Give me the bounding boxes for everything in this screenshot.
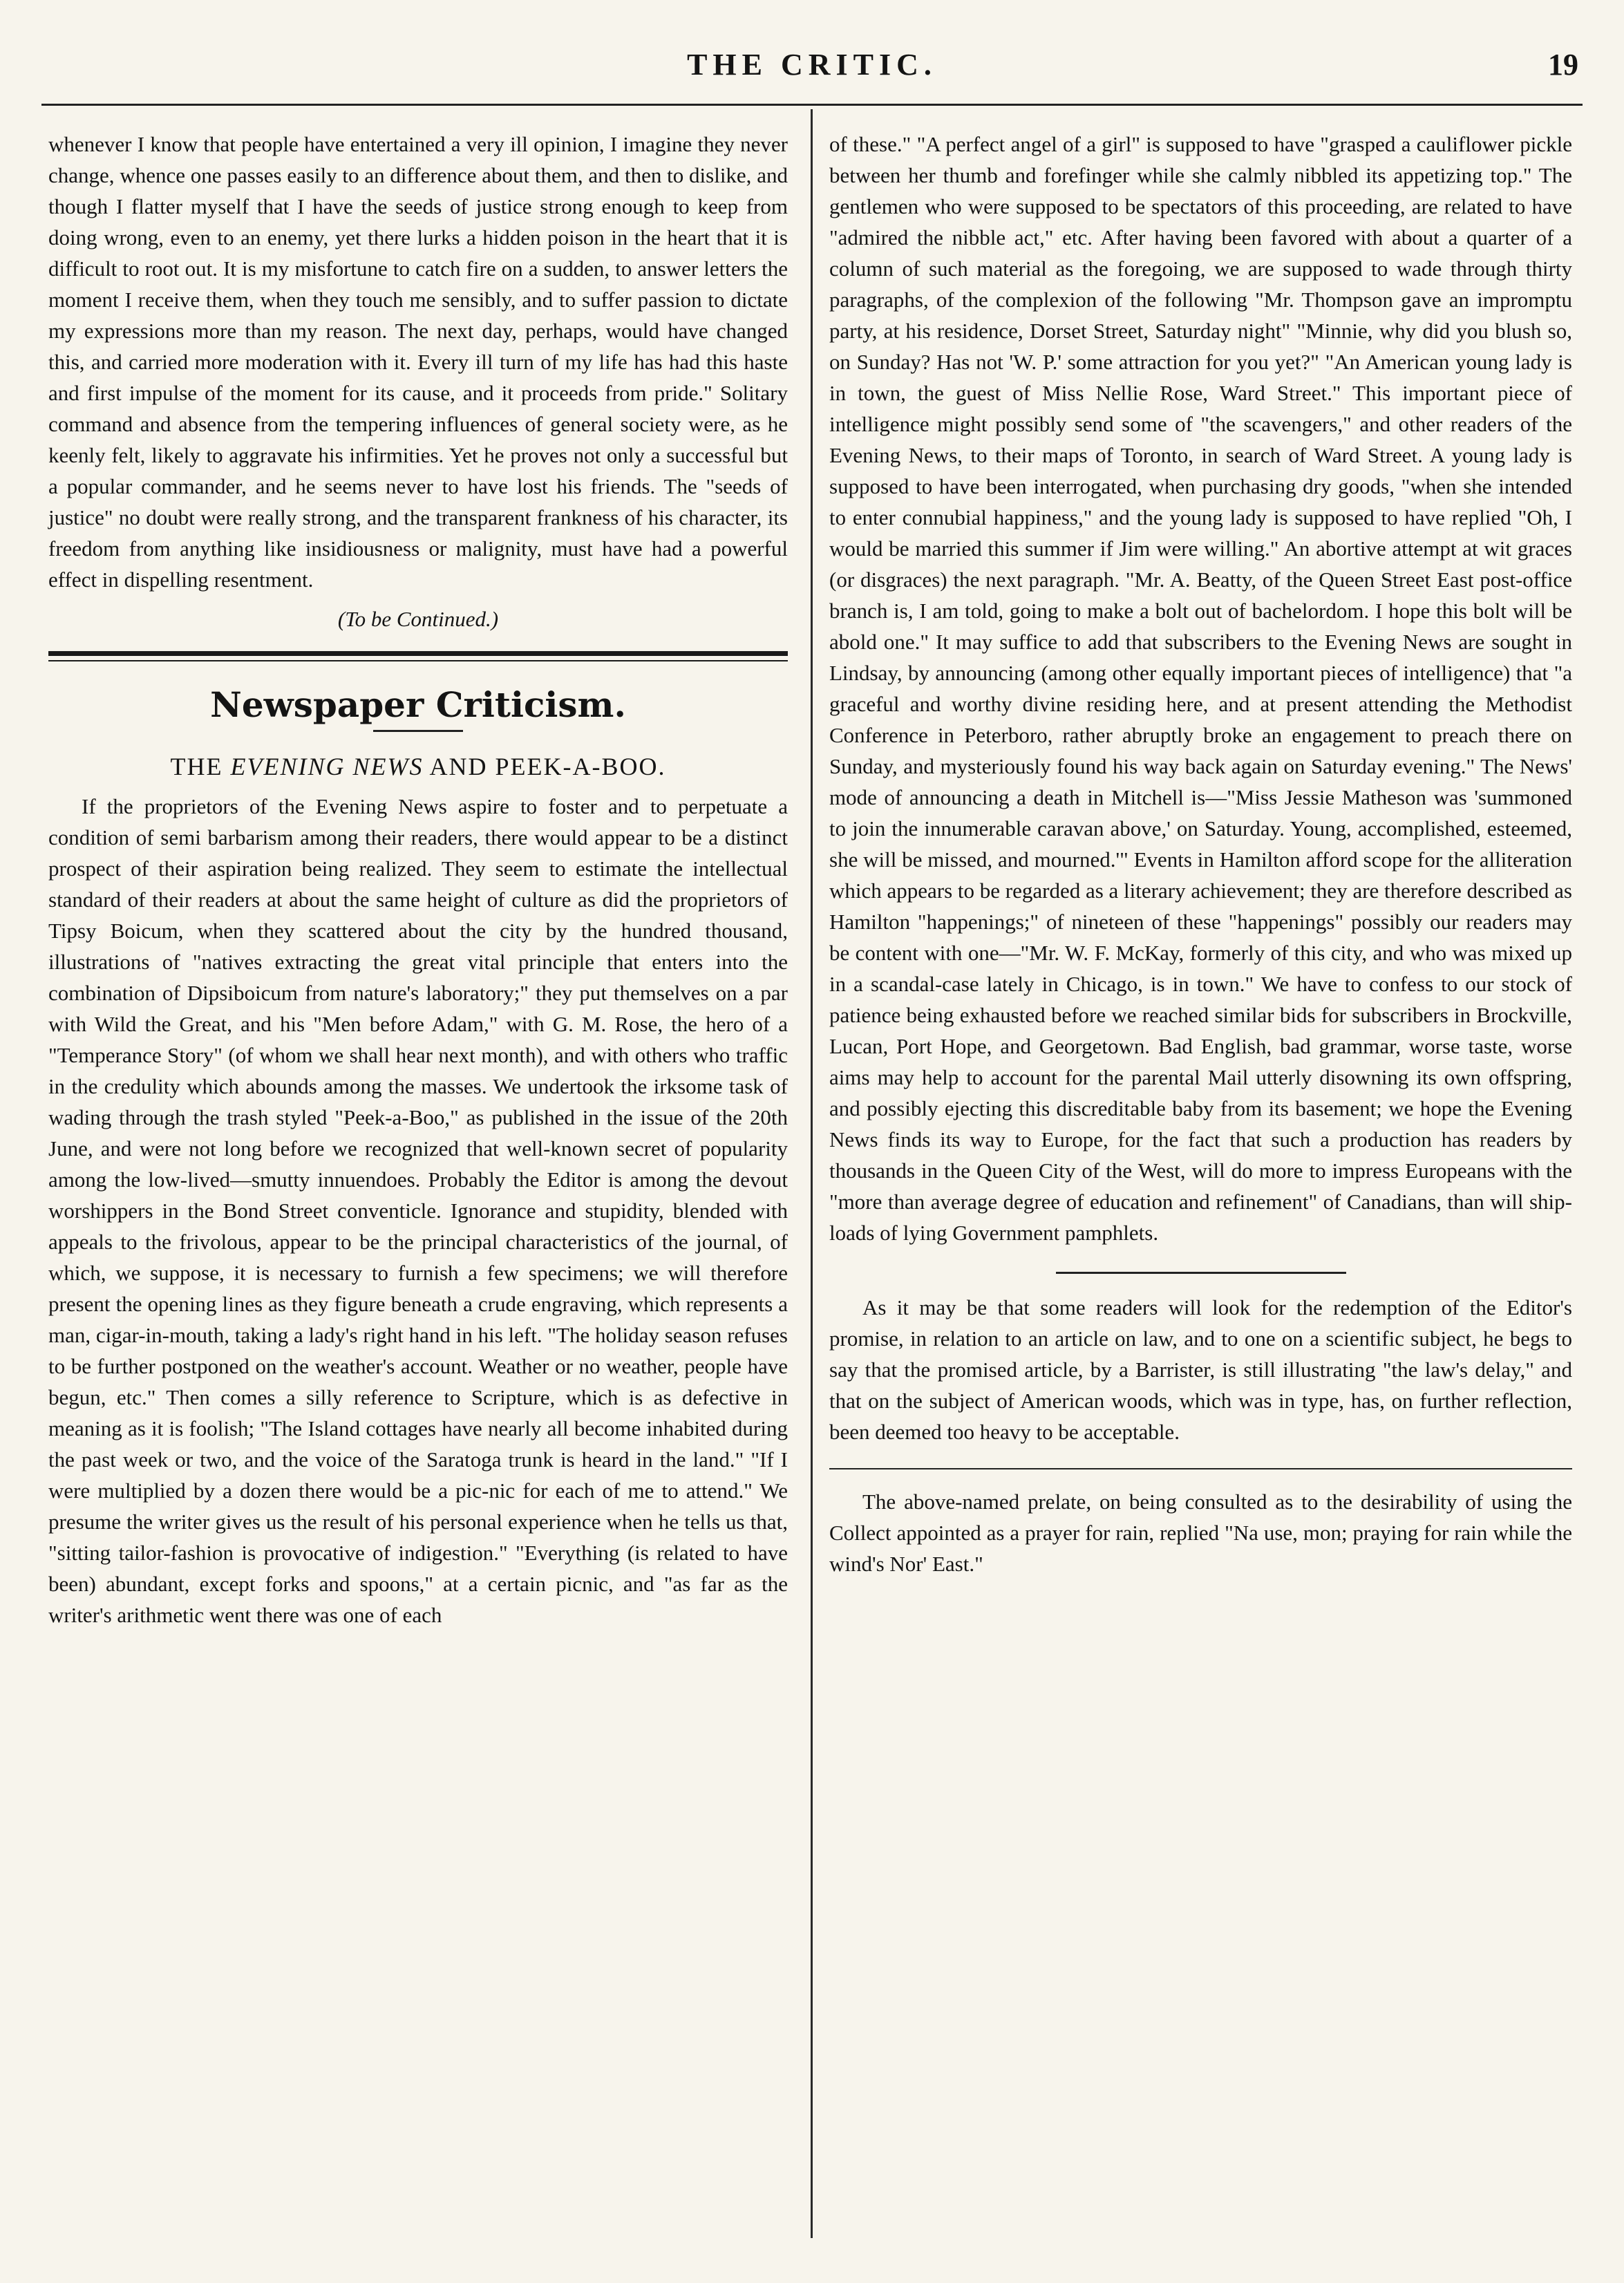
article-body: If the proprietors of the Evening News aspire to foster and to perpetuate a condition of semi barbarism among their readers, there would appear to be a distinct prospect of their aspiration being realized. They seem to estimate the intellectual standard of their readers at about the same height of culture as did the proprietors of Tipsy Boicum, when they scattered about the city by the hundred thousand, illustrations of "natives extracting the great vital principle that enters into the combination of Dipsiboicum from nature's laboratory;" they put themselves on a par with Wild the Great, and his "Men before Adam," with G. M. Rose, the hero of a "Temperance Story" (of whom we shall hear next month), and with others who traffic in the credulity which abounds among the masses. We undertook the irksome task of wading through the trash styled "Peek-a-Boo," as published in the issue of the 20th June, and were not long before we recognized that well-known secret of popularity among the low-lived—smutty innuendoes. Probably the Editor is among the devout worshippers in the Bond Street conventicle. Ignorance and stupidity, blended with appeals to the frivolous, appear to be the principal characteristics of the journal, of which, we suppose, it is necessary to furnish a few specimens; we will therefore present the opening lines as they figure beneath a crude engraving, which represents a man, cigar-in-mouth, taking a lady's right hand in his left. "The holiday season refuses to be further postponed on the weather's account. Weather or no weather, people have begun, etc." Then comes a silly reference to Scripture, which is as defective in meaning as it is foolish; "The Island cottages have nearly all become inhabited during the past week or two, and the voice of the Saratoga trunk is heard in the land." "If I were multiplied by a dozen there would be a pic-nic for each of me to attend." We presume the writer gives us the result of his personal experience when he tells us that, "sitting tailor-fashion is provocative of indigestion." "Everything (is related to have been) abundant, except forks and spoons," at a certain picnic, and "as far as the writer's arithmetic went there was one of each bbox=[48, 794, 788, 1627]
column-divider bbox=[811, 109, 813, 2238]
header-rule bbox=[41, 104, 1583, 106]
masthead-title: THE CRITIC. bbox=[687, 48, 937, 82]
separator-rule bbox=[1056, 1272, 1346, 1274]
article-title-prefix: THE bbox=[170, 753, 223, 780]
separator-rule-full bbox=[829, 1468, 1572, 1469]
continued-paragraph: whenever I know that people have entertained a very ill opinion, I imagine they never change, whence one passes easily to an difference about them, and then to dislike, and though I flatter myself that I have the seeds of justice strong enough to keep from doing wrong, even to an enemy, yet there lurks a hidden poison in the heart that it is difficult to root out. It is my misfortune to catch fire on a sudden, to answer letters the moment I receive them, when they touch me sensibly, and to suffer passion to dictate my expressions more than my reason. The next day, perhaps, would have changed this, and carried more moderation with it. Every ill turn of my life has had this haste and first impulse of the moment for its cause, and it proceeds from pride." Solitary command and absence from the tempering influences of general society were, as he keenly felt, likely to aggravate his infirmities. Yet he proves not only a successful but a popular commander, and he seems never to have lost his friends. The "seeds of justice" no doubt were really strong, and the transparent frankness of his character, its freedom from anything like insidiousness or malignity, must have had a powerful effect in dispelling resentment. bbox=[48, 132, 788, 592]
right-column bbox=[829, 129, 1572, 1579]
running-head bbox=[41, 41, 1583, 83]
article-title-italic: EVENING NEWS bbox=[230, 753, 424, 780]
left-column bbox=[48, 129, 788, 1631]
editor-note: As it may be that some readers will look for the redemption of the Editor's promise, in relation to an article on law, and to one on a scientific subject, he begs to say that the promised article, by a Barrister, is still illustrating "the law's delay," and that on the subject of American woods, which was in type, has, on further reflection, been deemed too heavy to be acceptable. bbox=[829, 1295, 1572, 1444]
article-continuation: of these." "A perfect angel of a girl" is supposed to have "grasped a cauliflower pickle between her thumb and forefinger while she calmly nibbled its appetizing top." The gentlemen who were supposed to be spectators of this proceeding, are related to have "admired the nibble act," etc. After having been favored with about a quarter of a column of such material as the foregoing, we are supposed to wade through thirty paragraphs, of the complexion of the following "Mr. Thompson gave an impromptu party, at his residence, Dorset Street, Saturday night" "Minnie, why did you blush so, on Sunday? Has not 'W. P.' some attraction for you yet?" "An American young lady is in town, the guest of Miss Nellie Rose, Ward Street." This important piece of intelligence might possibly send some of "the scavengers," and other readers of the Evening News, to their maps of Toronto, in search of Ward Street. A young lady is supposed to have been interrogated, when purchasing dry goods, "when she intended to enter connubial happiness," and the young lady is supposed to have replied "Oh, I would be married this summer if Jim were willing." An abortive attempt at wit graces (or disgraces) the next paragraph. "Mr. A. Beatty, of the Queen Street East post-office branch is, I am told, going to make a bolt out of bachelordom. I hope this bolt will be abold one." It may suffice to add that subscribers to the Evening News are sought in Lindsay, by announcing (among other equally important pieces of intelligence) that "a graceful and worthy divine residing here, and at present attending the Methodist Conference in Peterboro, rather abruptly broke an engagement to preach there on Sunday, and mysteriously found his way back again on Saturday evening." The News' mode of announcing a death in Mitchell is—"Miss Jessie Matheson was 'summoned to join the innumerable caravan above,' on Saturday. Young, accomplished, esteemed, she will be missed, and mourned.'" Events in Hamilton afford scope for the alliteration which appears to be regarded as a literary achievement; they are therefore described as Hamilton "happenings;" of nineteen of these "happenings" possibly our readers may be content with one—"Mr. W. F. McKay, formerly of this city, and who was mixed up in a scandal-case lately in Chicago, is in town." We have to confess to our stock of patience being exhausted before we reached similar bids for subscribers in Brockville, Lucan, Port Hope, and Georgetown. Bad English, bad grammar, worse taste, worse aims may help to account for the parental Mail utterly disowning its own offspring, and possibly ejecting this discreditable baby from its basement; we hope the Evening News finds its way to Europe, for the fact that such a production has readers by thousands in the Queen City of the West, will do more to impress Europeans with the "more than average degree of education and refinement" of Canadians, than will ship-loads of lying Government pamphlets. bbox=[829, 132, 1572, 1245]
article-title bbox=[48, 751, 788, 782]
prelate-anecdote: The above-named prelate, on being consulted as to the desirability of using the Collect appointed as a prayer for rain, replied "Na use, mon; praying for rain while the wind's Nor' East." bbox=[829, 1490, 1572, 1576]
section-heading-rule bbox=[373, 730, 463, 732]
section-heading: Newspaper Criticism. bbox=[210, 684, 626, 725]
section-rule-thin bbox=[48, 660, 788, 661]
article-title-suffix: AND PEEK-A-BOO. bbox=[429, 753, 666, 780]
section-rule-thick bbox=[48, 651, 788, 656]
page-number: 19 bbox=[1548, 48, 1578, 82]
to-be-continued-note: (To be Continued.) bbox=[337, 607, 499, 631]
